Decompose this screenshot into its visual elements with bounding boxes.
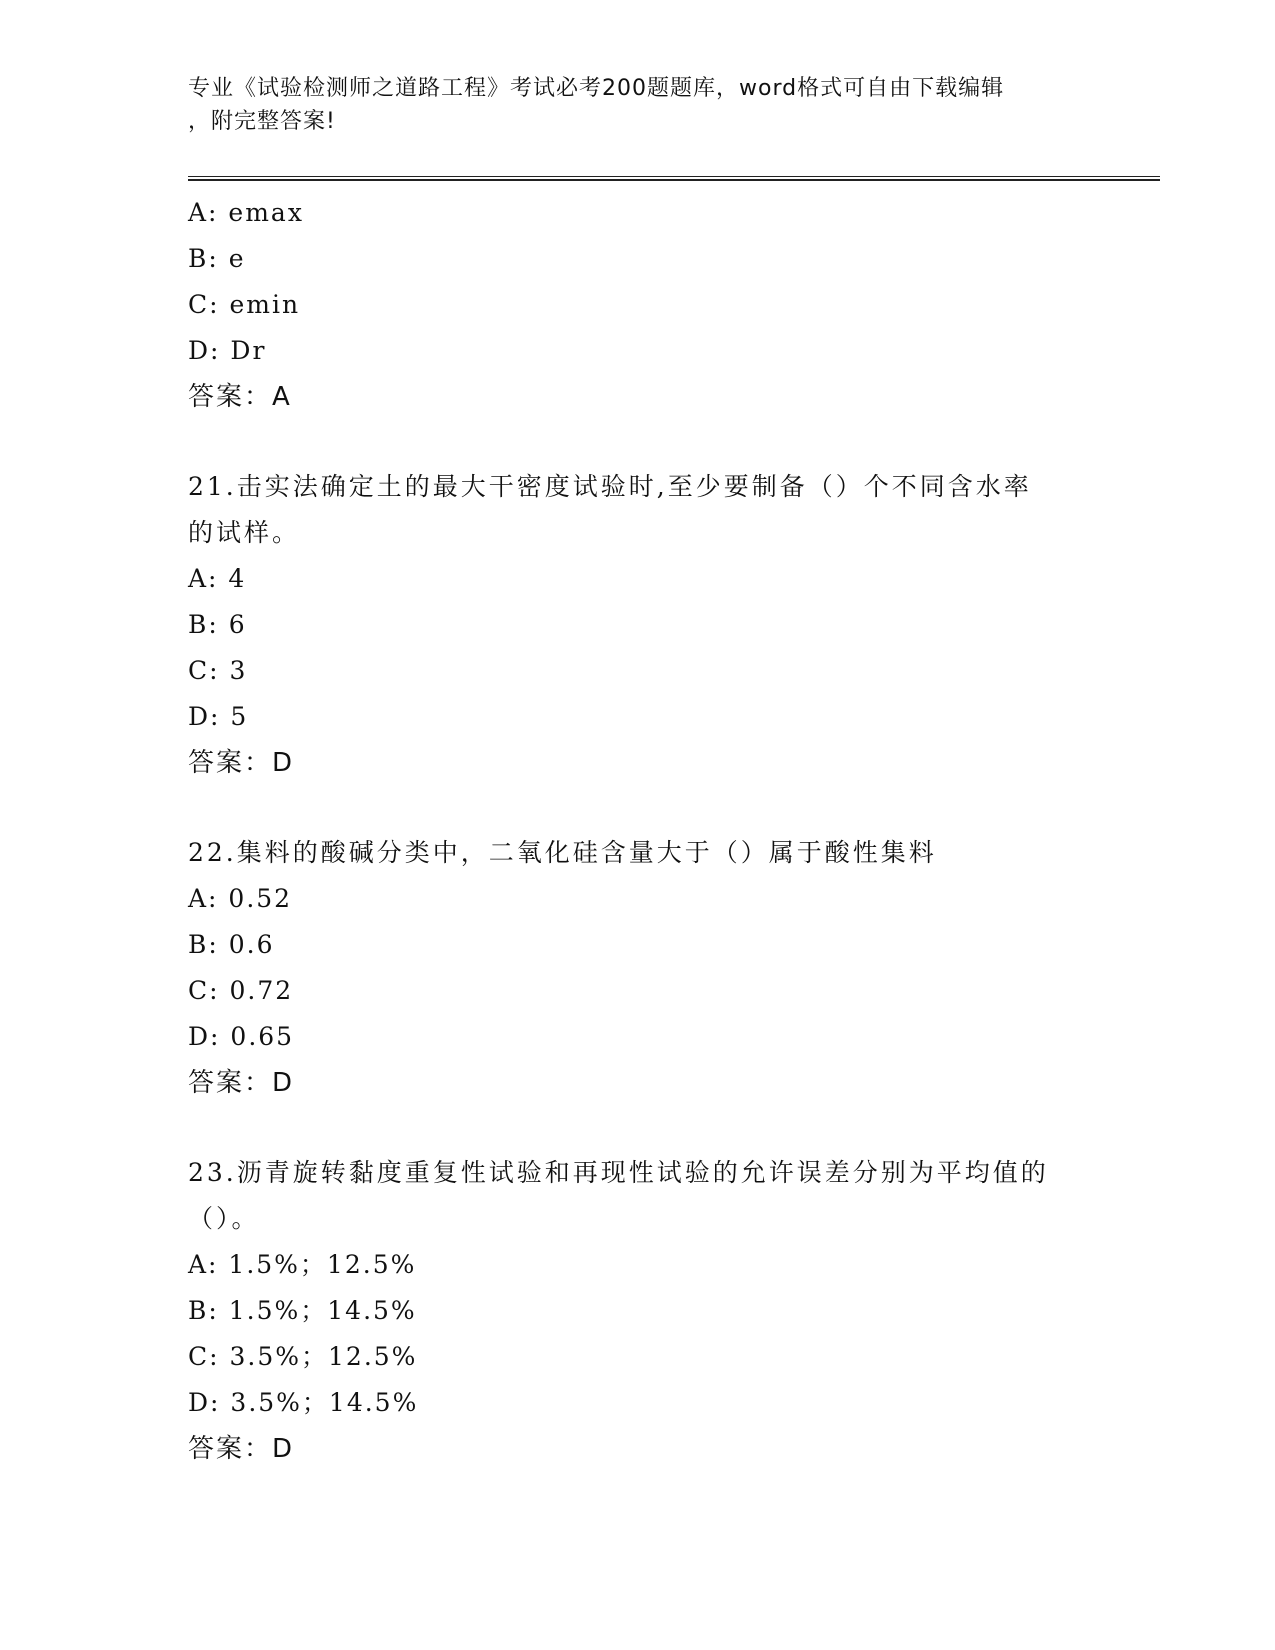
- question-22: [188, 830, 1088, 1106]
- option-c: C: 0.72: [188, 976, 294, 1005]
- question-text-continuation: （）。: [188, 1204, 260, 1233]
- option-d: D: 5: [188, 702, 249, 731]
- question-text: 22.集料的酸碱分类中，二氧化硅含量大于（）属于酸性集料: [188, 838, 937, 867]
- option-b: B: 1.5%；14.5%: [188, 1296, 417, 1325]
- header-title-continuation: ，附完整答案!: [188, 109, 336, 134]
- option-c: C: emin: [188, 290, 301, 319]
- option-a: A: 1.5%；12.5%: [188, 1250, 417, 1279]
- document-header: [188, 72, 1068, 138]
- option-b: B: 0.6: [188, 930, 275, 959]
- header-divider: [188, 176, 1160, 181]
- question-text: 23.沥青旋转黏度重复性试验和再现性试验的允许误差分别为平均值的: [188, 1158, 1049, 1187]
- header-title-line: 专业《试验检测师之道路工程》考试必考200题题库，word格式可自由下载编辑: [188, 76, 1005, 101]
- question-text: 21.击实法确定土的最大干密度试验时,至少要制备（）个不同含水率: [188, 472, 1032, 501]
- option-b: B: e: [188, 244, 246, 273]
- answer-label: 答案：D: [188, 748, 295, 778]
- question-23: [188, 1150, 1088, 1472]
- question-20: [188, 190, 1088, 420]
- question-21: [188, 464, 1088, 786]
- answer-label: 答案：A: [188, 382, 292, 412]
- question-text-continuation: 的试样。: [188, 518, 301, 547]
- option-d: D: Dr: [188, 336, 267, 365]
- option-d: D: 3.5%；14.5%: [188, 1388, 419, 1417]
- option-a: A: 0.52: [188, 884, 293, 913]
- option-d: D: 0.65: [188, 1022, 295, 1051]
- option-a: A: emax: [188, 198, 304, 227]
- answer-label: 答案：D: [188, 1068, 295, 1098]
- question-list: [188, 190, 1088, 1472]
- option-b: B: 6: [188, 610, 247, 639]
- option-c: C: 3.5%；12.5%: [188, 1342, 418, 1371]
- option-c: C: 3: [188, 656, 248, 685]
- answer-label: 答案：D: [188, 1434, 295, 1464]
- option-a: A: 4: [188, 564, 247, 593]
